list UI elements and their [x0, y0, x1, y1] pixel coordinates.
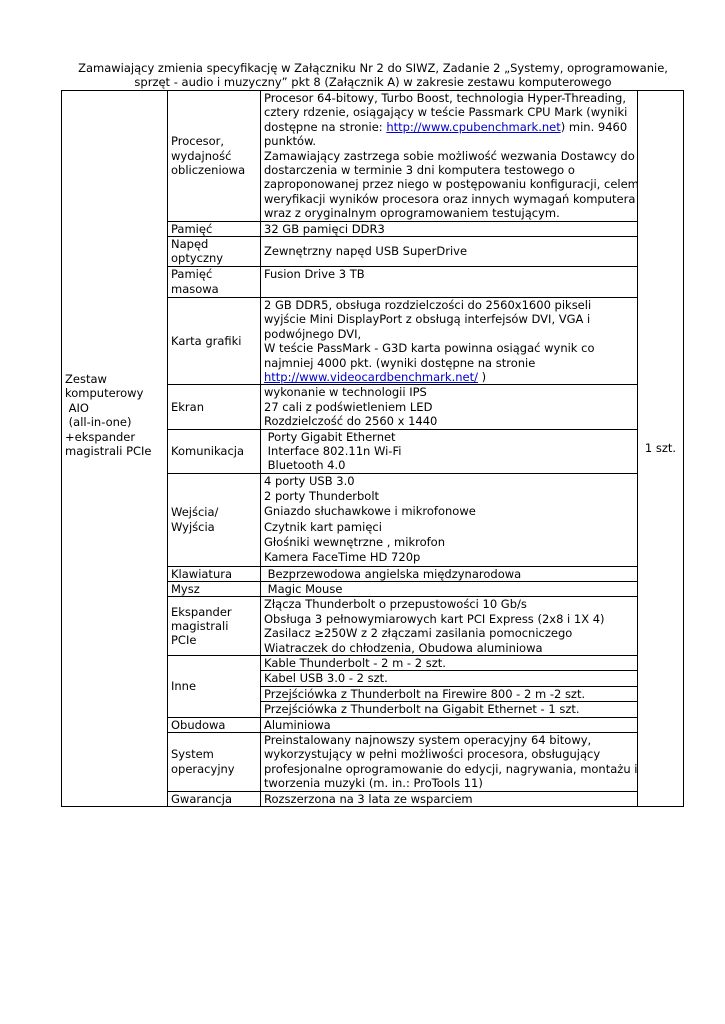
value-screen: wykonanie w technologii IPS 27 cali z podświetleniem LED Rozdzielczość do 2560 x 1440 — [261, 385, 638, 429]
label-memory: Pamięć — [168, 221, 261, 236]
value-mouse: Magic Mouse — [261, 581, 638, 596]
value-other-item: Kabel USB 3.0 - 2 szt. — [261, 671, 638, 686]
label-os: System operacyjny — [168, 733, 261, 792]
value-other-item: Przejściówka z Thunderbolt na Gigabit Ethernet - 1 szt. — [261, 702, 638, 717]
value-os: Preinstalowany najnowszy system operacyjny 64 bitowy, wykorzystujący w pełni możliwości procesora, obsługujący profesjonalne oprogramowanie do edycji, nagrywania, montażu i tworzenia muzyki (m. in.: ProTools 11) — [261, 733, 638, 792]
value-storage: Fusion Drive 3 TB — [261, 266, 638, 297]
value-other-item: Kable Thunderbolt - 2 m - 2 szt. — [261, 655, 638, 670]
value-other-item: Przejściówka z Thunderbolt na Firewire 800 - 2 m -2 szt. — [261, 686, 638, 701]
specification-table — [61, 90, 684, 807]
label-communication: Komunikacja — [168, 429, 261, 473]
quantity-cell — [638, 91, 684, 807]
document-title — [62, 61, 684, 89]
value-optical: Zewnętrzny napęd USB SuperDrive — [261, 237, 638, 267]
label-expander: Ekspander magistrali PCIe — [168, 597, 261, 656]
item-name-line: (all-in-one) — [65, 415, 132, 430]
label-warranty: Gwarancja — [168, 791, 261, 806]
item-name-line: Zestaw — [65, 372, 107, 386]
item-name-line: komputerowy — [65, 386, 144, 401]
row-cpu — [62, 91, 684, 222]
label-cpu: Procesor, wydajność obliczeniowa — [168, 91, 261, 222]
item-name-cell — [62, 91, 168, 807]
value-cpu: Procesor 64-bitowy, Turbo Boost, technologia Hyper-Threading, cztery rdzenie, osiągający w teście Passmark CPU Mark (wyniki dostępne na stronie: http://www.cpubenchmark.net) min. 9460 punktów. Zamawiający zastrzega sobie możliwość wezwania Dostawcy do dostarczenia w terminie 3 dni komputera testowego o zaproponowanej przez niego w postępowaniu konfiguracji, celem weryfikacji wyników procesora oraz innych wymagań komputera wraz z oryginalnym oprogramowaniem testującym. — [261, 91, 638, 222]
value-warranty: Rozszerzona na 3 lata ze wsparciem — [261, 791, 638, 806]
item-name-line: +ekspander — [65, 429, 136, 444]
videocardbenchmark-link[interactable]: http://www.videocardbenchmark.net/ — [264, 369, 478, 384]
value-communication: Porty Gigabit Ethernet Interface 802.11n Wi-Fi Bluetooth 4.0 — [261, 429, 638, 473]
label-io: Wejścia/ Wyjścia — [168, 473, 261, 566]
label-other: Inne — [168, 655, 261, 717]
quantity-value: 1 szt. — [644, 441, 677, 456]
label-case: Obudowa — [168, 717, 261, 732]
value-gpu: 2 GB DDR5, obsługa rozdzielczości do 2560x1600 pikseli wyjście Mini DisplayPort z obsługą interfejsów DVI, VGA i podwójnego DVI, W teście PassMark - G3D karta powinna osiągać wynik co najmniej 4000 pkt. (wyniki dostępne na stronie http://www.videocardbenchmark.net/ ) — [261, 297, 638, 384]
label-optical: Napęd optyczny — [168, 237, 261, 267]
value-keyboard: Bezprzewodowa angielska międzynarodowa — [261, 566, 638, 581]
label-storage: Pamięć masowa — [168, 266, 261, 297]
value-expander: Złącza Thunderbolt o przepustowości 10 Gb/s Obsługa 3 pełnowymiarowych kart PCI Express (2x8 i 1X 4) Zasilacz ≥250W z 2 złączami zasilania pomocniczego Wiatraczek do chłodzenia, Obudowa aluminiowa — [261, 597, 638, 656]
item-name-line: AIO — [65, 400, 89, 415]
label-keyboard: Klawiatura — [168, 566, 261, 581]
value-case: Aluminiowa — [261, 717, 638, 732]
label-gpu: Karta grafiki — [168, 297, 261, 384]
item-name-line: magistrali PCIe — [65, 444, 152, 459]
cpubenchmark-link[interactable]: http://www.cpubenchmark.net — [386, 119, 561, 134]
label-mouse: Mysz — [168, 581, 261, 596]
value-io: 4 porty USB 3.0 2 porty Thunderbolt Gniazdo słuchawkowe i mikrofonowe Czytnik kart pamięci Głośniki wewnętrzne , mikrofon Kamera FaceTime HD 720p — [261, 473, 638, 566]
title-line-2: sprzęt - audio i muzyczny” pkt 8 (Załącznik A) w zakresie zestawu komputerowego — [134, 75, 612, 89]
label-screen: Ekran — [168, 385, 261, 429]
value-memory: 32 GB pamięci DDR3 — [261, 221, 638, 236]
title-line-1: Zamawiający zmienia specyfikację w Załączniku Nr 2 do SIWZ, Zadanie 2 „Systemy, oprogramowanie, — [78, 61, 668, 75]
